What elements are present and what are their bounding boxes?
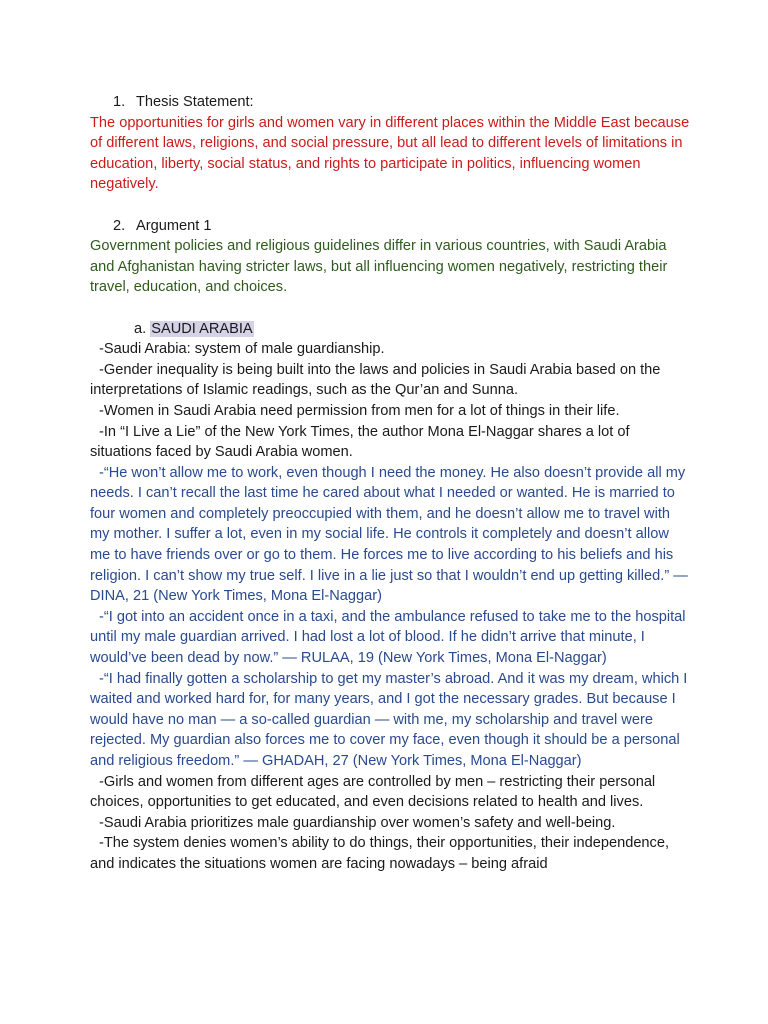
point: -In “I Live a Lie” of the New York Times, the author Mona El-Naggar shares a lot of situations faced by Saudi Arabia women.	[90, 423, 630, 461]
section-a-letter: a.	[134, 320, 147, 337]
point: -Girls and women from different ages are controlled by men – restricting their personal choices, opportunities to get educated, and even decisions related to health and lives.	[90, 773, 656, 811]
section-a-heading	[90, 319, 690, 340]
document-body	[90, 92, 690, 875]
thesis-text: The opportunities for girls and women vary in different places within the Middle East because of different laws, religions, and social pressure, but all lead to different levels of limitations in education, liberty, social status, and rights to participate in politics, influencing women negatively.	[90, 114, 690, 193]
point: -The system denies women’s ability to do things, their opportunities, their independence, and indicates the situations women are facing nowadays – being afraid	[90, 835, 670, 872]
quote-rulaa: -“I got into an accident once in a taxi, and the ambulance refused to take me to the hospital until my male guardian arrived. I had lost a lot of blood. If he didn’t arrive that minute, I would’ve been dead by now.” — RULAA, 19 (New York Times, Mona El-Naggar)	[90, 608, 686, 667]
spacer	[90, 195, 690, 216]
point: -Saudi Arabia: system of male guardianship.	[99, 341, 385, 358]
section-a-title: SAUDI ARABIA	[151, 320, 253, 337]
argument1-text: Government policies and religious guidelines differ in various countries, with Saudi Arabia and Afghanistan having stricter laws, but all influencing women negatively, restricting their travel, education, and choices.	[90, 238, 668, 296]
argument1-heading	[90, 216, 690, 237]
argument1-heading-text: Argument 1	[136, 217, 212, 234]
point: -Saudi Arabia prioritizes male guardianship over women’s safety and well-being.	[99, 814, 616, 831]
thesis-heading-text: Thesis Statement:	[136, 94, 254, 110]
thesis-number: 1.	[113, 94, 126, 110]
point: -Gender inequality is being built into the laws and policies in Saudi Arabia based on the interpretations of Islamic readings, such as the Qur’an and Sunna.	[90, 361, 661, 399]
point: -Women in Saudi Arabia need permission from men for a lot of things in their life.	[99, 402, 620, 419]
thesis-heading	[90, 92, 690, 113]
quote-ghadah: -“I had finally gotten a scholarship to get my master’s abroad. And it was my dream, which I waited and worked hard for, for many years, and I got the necessary grades. But because I would have no man — a so-called guardian — with me, my scholarship and travel were rejected. My guardian also forces me to cover my face, even though it should be a personal and religious freedom.” — GHADAH, 27 (New York Times, Mona El-Naggar)	[90, 670, 688, 769]
argument1-number: 2.	[113, 217, 126, 234]
quote-dina: -“He won’t allow me to work, even though I need the money. He also doesn’t provide all my needs. I can’t recall the last time he cared about what I needed or wanted. He is married to four women and completely preoccupied with them, and he doesn’t allow me to travel with my mother. I suffer a lot, even in my social life. He controls it completely and doesn’t allow me to have friends over or go to them. He forces me to live according to his beliefs and his religion. I can’t show my true self. I live in a lie just so that I wouldn’t end up getting killed.” — DINA, 21 (New York Times, Mona El-Naggar)	[90, 464, 688, 605]
spacer	[90, 298, 690, 319]
